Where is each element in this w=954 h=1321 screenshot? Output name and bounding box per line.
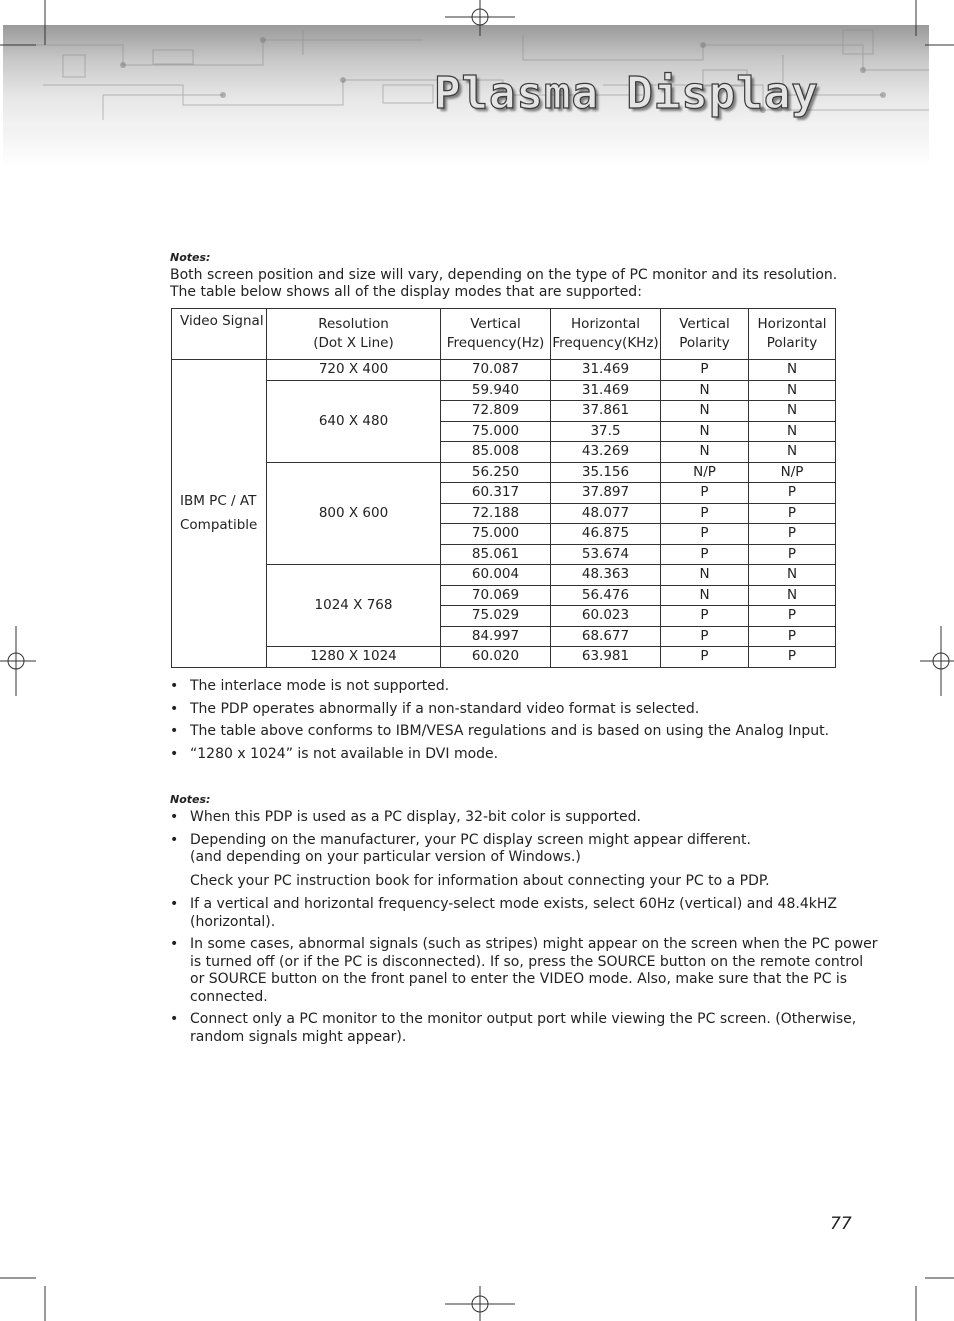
vertical-polarity-cell: P (661, 503, 749, 524)
table-row (172, 380, 836, 401)
horizontal-polarity-cell: P (749, 647, 836, 668)
table-row (172, 647, 836, 668)
vertical-frequency-cell: 60.317 (441, 483, 551, 504)
horizontal-frequency-cell: 48.077 (551, 503, 661, 524)
horizontal-polarity-cell: N (749, 380, 836, 401)
resolution-cell: 800 X 600 (267, 462, 441, 565)
header-vertical-polarity: Vertical Polarity (661, 309, 749, 360)
horizontal-frequency-cell: 31.469 (551, 360, 661, 381)
list-item: • When this PDP is used as a PC display, 32-bit color is supported. (170, 809, 641, 825)
resolution-cell: 640 X 480 (267, 380, 441, 462)
vertical-frequency-cell: 75.000 (441, 524, 551, 545)
horizontal-polarity-cell: N (749, 360, 836, 381)
vertical-polarity-cell: N (661, 421, 749, 442)
list-item: • Depending on the manufacturer, your PC display screen might appear different. (and depending on your particular version of Windows.) Check your PC instruction book for information about connecting your PC to a PDP. (170, 832, 878, 891)
notes-heading-2: Notes: (170, 793, 211, 806)
table-row (172, 360, 836, 381)
horizontal-polarity-cell: N (749, 442, 836, 463)
horizontal-frequency-cell: 53.674 (551, 544, 661, 565)
header-horizontal-polarity: Horizontal Polarity (749, 309, 836, 360)
header-horizontal-frequency: Horizontal Frequency(KHz) (551, 309, 661, 360)
vertical-frequency-cell: 60.020 (441, 647, 551, 668)
vertical-frequency-cell: 59.940 (441, 380, 551, 401)
vertical-polarity-cell: N (661, 565, 749, 586)
vertical-polarity-cell: P (661, 606, 749, 627)
list-item: • The table above conforms to IBM/VESA regulations and is based on using the Analog Input. (170, 723, 830, 739)
vertical-polarity-cell: N (661, 401, 749, 422)
horizontal-polarity-cell: P (749, 606, 836, 627)
horizontal-polarity-cell: N (749, 565, 836, 586)
vertical-frequency-cell: 85.008 (441, 442, 551, 463)
vertical-frequency-cell: 85.061 (441, 544, 551, 565)
note-extra-text: Check your PC instruction book for information about connecting your PC to a PDP. (190, 872, 770, 889)
header-video-signal: Video Signal (172, 309, 267, 360)
list-item: • Connect only a PC monitor to the monitor output port while viewing the PC screen. (Otherwise, random signals might appear). (170, 1011, 857, 1045)
header-vertical-frequency: Vertical Frequency(Hz) (441, 309, 551, 360)
vertical-polarity-cell: P (661, 647, 749, 668)
vertical-polarity-cell: N (661, 380, 749, 401)
vertical-frequency-cell: 70.087 (441, 360, 551, 381)
horizontal-frequency-cell: 68.677 (551, 626, 661, 647)
horizontal-frequency-cell: 43.269 (551, 442, 661, 463)
horizontal-frequency-cell: 63.981 (551, 647, 661, 668)
bullet-list-2 (170, 809, 878, 1046)
list-item: • If a vertical and horizontal frequency-select mode exists, select 60Hz (vertical) and 48.4kHZ (horizontal). (170, 896, 837, 930)
table-header-row (172, 309, 836, 360)
vertical-polarity-cell: P (661, 360, 749, 381)
horizontal-frequency-cell: 37.897 (551, 483, 661, 504)
horizontal-frequency-cell: 46.875 (551, 524, 661, 545)
horizontal-polarity-cell: N/P (749, 462, 836, 483)
intro-line-2: The table below shows all of the display modes that are supported: (170, 284, 642, 300)
horizontal-polarity-cell: P (749, 524, 836, 545)
resolution-cell: 1280 X 1024 (267, 647, 441, 668)
horizontal-frequency-cell: 60.023 (551, 606, 661, 627)
horizontal-polarity-cell: P (749, 483, 836, 504)
resolution-cell: 720 X 400 (267, 360, 441, 381)
table-body (172, 360, 836, 668)
list-item: • The PDP operates abnormally if a non-standard video format is selected. (170, 700, 700, 717)
horizontal-polarity-cell: P (749, 544, 836, 565)
vertical-polarity-cell: P (661, 544, 749, 565)
page-title: Plasma Display (434, 68, 819, 119)
horizontal-polarity-cell: N (749, 421, 836, 442)
table-row (172, 565, 836, 586)
horizontal-frequency-cell: 37.861 (551, 401, 661, 422)
vertical-frequency-cell: 84.997 (441, 626, 551, 647)
intro-line-1: Both screen position and size will vary, depending on the type of PC monitor and its resolution. (170, 267, 838, 283)
vertical-polarity-cell: N/P (661, 462, 749, 483)
vertical-polarity-cell: P (661, 626, 749, 647)
page-number: 77 (830, 1214, 852, 1234)
signal-label-cell: IBM PC / AT Compatible (172, 360, 267, 668)
vertical-polarity-cell: N (661, 585, 749, 606)
vertical-frequency-cell: 72.809 (441, 401, 551, 422)
display-modes-table (171, 308, 836, 668)
horizontal-frequency-cell: 56.476 (551, 585, 661, 606)
notes-heading: Notes: (170, 251, 211, 264)
table-row (172, 462, 836, 483)
vertical-frequency-cell: 72.188 (441, 503, 551, 524)
vertical-polarity-cell: P (661, 524, 749, 545)
header-resolution: Resolution (Dot X Line) (267, 309, 441, 360)
vertical-polarity-cell: N (661, 442, 749, 463)
horizontal-frequency-cell: 37.5 (551, 421, 661, 442)
list-item: • “1280 x 1024” is not available in DVI mode. (170, 745, 499, 762)
resolution-cell: 1024 X 768 (267, 565, 441, 647)
list-item: • The interlace mode is not supported. (170, 678, 450, 694)
horizontal-polarity-cell: P (749, 626, 836, 647)
list-item: • In some cases, abnormal signals (such as stripes) might appear on the screen when the PC power is turned off (or if the PC is disconnected). If so, press the SOURCE button on the remote control or SOURCE button on the front panel to enter the VIDEO mode. Also, make sure that the PC is connected. (170, 936, 878, 1005)
vertical-frequency-cell: 70.069 (441, 585, 551, 606)
horizontal-frequency-cell: 35.156 (551, 462, 661, 483)
horizontal-frequency-cell: 31.469 (551, 380, 661, 401)
vertical-polarity-cell: P (661, 483, 749, 504)
horizontal-frequency-cell: 48.363 (551, 565, 661, 586)
bullet-list-1 (170, 678, 829, 763)
horizontal-polarity-cell: P (749, 503, 836, 524)
vertical-frequency-cell: 75.029 (441, 606, 551, 627)
horizontal-polarity-cell: N (749, 585, 836, 606)
horizontal-polarity-cell: N (749, 401, 836, 422)
vertical-frequency-cell: 56.250 (441, 462, 551, 483)
vertical-frequency-cell: 75.000 (441, 421, 551, 442)
vertical-frequency-cell: 60.004 (441, 565, 551, 586)
